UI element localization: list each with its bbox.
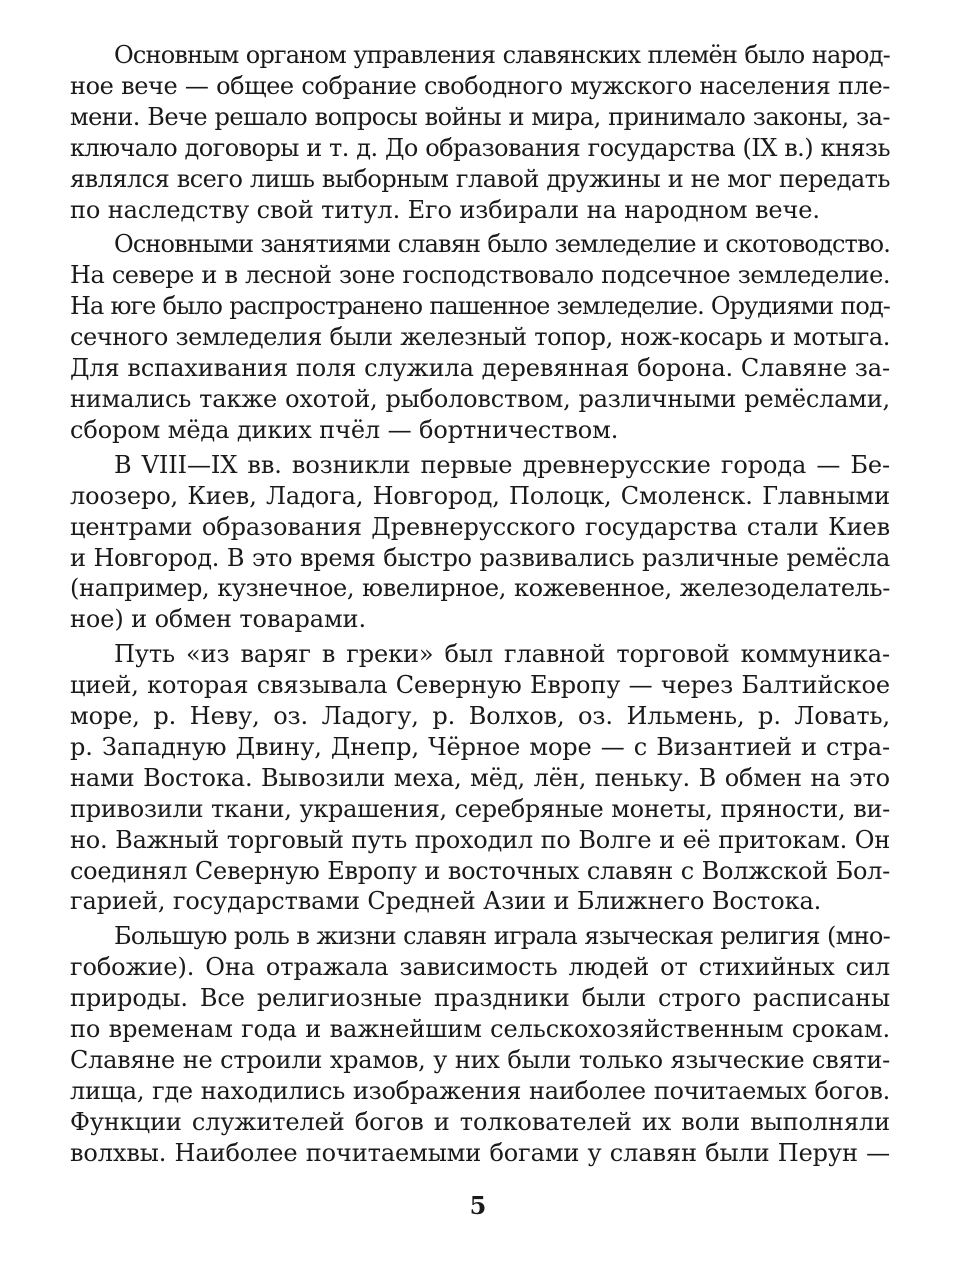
text-line: р. Западную Двину, Днепр, Чёрное море — с Византией и стра- [70,732,890,761]
text-line: Основным органом управления славянских племён было народ- [114,41,890,69]
text-line: море, р. Неву, оз. Ладогу, р. Волхов, оз. Ильмень, р. Ловать, [70,702,890,731]
text-line: Путь «из варяг в греки» был главной торговой коммуника- [114,640,890,669]
text-line: по временам года и важнейшим сельскохозяйственным срокам. [70,1015,890,1044]
text-line: лища, где находились изображения наиболее почитаемых богов. [70,1076,890,1105]
text-line: ное вече — общее собрание свободного мужского населения пле- [70,71,890,100]
text-line: мени. Вече решало вопросы войны и мира, принимало законы, за- [70,102,890,131]
text-line: В VIII—IX вв. возникли первые древнерусские города — Бе- [114,450,890,479]
text-line: гарией, государствами Средней Азии и Ближнего Востока. [70,887,822,916]
text-line: волхвы. Наиболее почитаемыми богами у славян были Перун — [70,1138,890,1167]
text-line: ключало договоры и т. д. До образования государства (IX в.) князь [70,133,890,162]
text-line: На юге было распространено пашенное земледелие. Орудиями под- [70,292,890,321]
text-line: Славяне не строили храмов, у них были только языческие святи- [70,1046,890,1074]
text-line: сечного земледелия были железный топор, нож-косарь и мотыга. [70,323,890,352]
text-line: центрами образования Древнерусского государства стали Киев [70,512,890,541]
paragraph-veche [70,40,890,225]
page-number: 5 [469,1191,487,1220]
text-line: (например, кузнечное, ювелирное, кожевенное, железоделатель- [70,574,890,603]
text-line: но. Важный торговый путь проходил по Волге и её притокам. Он [70,825,890,854]
paragraph-cities [70,450,890,635]
text-line: ное) и обмен товарами. [70,605,366,634]
text-line: нимались также охотой, рыболовством, различными ремёслами, [70,384,890,413]
text-line: соединял Северную Европу и восточных славян с Волжской Бол- [70,856,890,885]
text-line: Функции служителей богов и толкователей их воли выполняли [70,1107,890,1136]
paragraph-religion [70,921,890,1168]
paragraph-occupations [70,229,890,445]
text-line: Основными занятиями славян было земледелие и скотоводство. [114,230,890,259]
text-line: На севере и в лесной зоне господствовало подсечное земледелие. [70,261,890,290]
text-line: по наследству свой титул. Его избирали на народном вече. [70,195,820,224]
text-line: гобожие). Она отражала зависимость людей от стихийных сил [70,953,890,982]
text-line: сбором мёда диких пчёл — бортничеством. [70,415,619,444]
text-line: и Новгород. В это время быстро развивались различные ремёсла [70,543,890,572]
text-line: нами Востока. Вывозили меха, мёд, лён, пеньку. В обмен на это [70,763,890,792]
text-line: природы. Все религиозные праздники были строго расписаны [70,984,890,1013]
text-line: являлся всего лишь выборным главой дружины и не мог передать [70,164,890,193]
text-line: Большую роль в жизни славян играла языческая религия (мно- [114,922,890,951]
page-body [70,40,890,1169]
text-line: цией, которая связывала Северную Европу — через Балтийское [70,671,890,700]
text-line: Для вспахивания поля служила деревянная борона. Славяне за- [70,354,890,383]
text-line: лоозеро, Киев, Ладога, Новгород, Полоцк, Смоленск. Главными [70,481,890,510]
paragraph-trade-route [70,639,890,917]
text-line: привозили ткани, украшения, серебряные монеты, пряности, ви- [70,794,890,823]
